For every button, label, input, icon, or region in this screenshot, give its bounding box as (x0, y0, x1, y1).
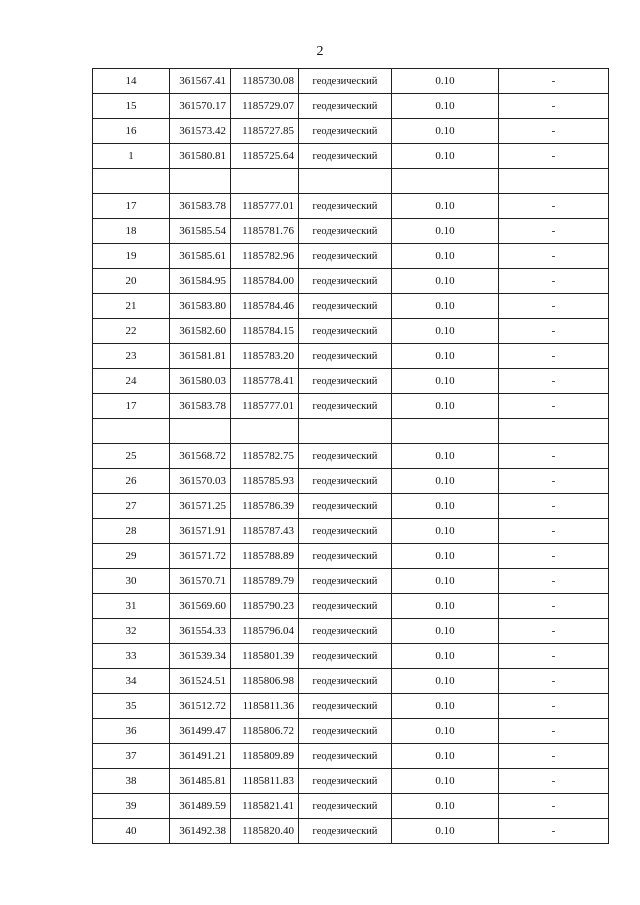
method-cell: геодезический (299, 219, 392, 244)
table-row (93, 369, 609, 394)
method-cell: геодезический (299, 469, 392, 494)
y-coordinate-cell: 1185821.41 (231, 794, 299, 819)
y-coordinate-cell: 1185789.79 (231, 569, 299, 594)
table-row (93, 94, 609, 119)
accuracy-cell: 0.10 (392, 94, 499, 119)
accuracy-cell: 0.10 (392, 119, 499, 144)
accuracy-cell: 0.10 (392, 144, 499, 169)
table-row (93, 444, 609, 469)
x-coordinate-cell: 361584.95 (170, 269, 231, 294)
x-coordinate-cell: 361524.51 (170, 669, 231, 694)
x-coordinate-cell: 361499.47 (170, 719, 231, 744)
accuracy-cell: 0.10 (392, 794, 499, 819)
table-row (93, 469, 609, 494)
table-row (93, 394, 609, 419)
x-coordinate-cell: 361580.81 (170, 144, 231, 169)
note-cell: - (499, 469, 609, 494)
x-coordinate-cell: 361492.38 (170, 819, 231, 844)
point-number-cell: 17 (93, 194, 170, 219)
method-cell: геодезический (299, 294, 392, 319)
x-coordinate-cell: 361573.42 (170, 119, 231, 144)
accuracy-cell: 0.10 (392, 594, 499, 619)
point-number-cell: 24 (93, 369, 170, 394)
table-row (93, 494, 609, 519)
x-coordinate-cell: 361485.81 (170, 769, 231, 794)
table-row (93, 69, 609, 94)
note-cell: - (499, 744, 609, 769)
accuracy-cell: 0.10 (392, 644, 499, 669)
method-cell: геодезический (299, 669, 392, 694)
y-coordinate-cell: 1185806.98 (231, 669, 299, 694)
note-cell: - (499, 444, 609, 469)
accuracy-cell: 0.10 (392, 344, 499, 369)
accuracy-cell: 0.10 (392, 394, 499, 419)
accuracy-cell (392, 419, 499, 444)
table-row (93, 669, 609, 694)
x-coordinate-cell: 361570.03 (170, 469, 231, 494)
y-coordinate-cell: 1185783.20 (231, 344, 299, 369)
method-cell: геодезический (299, 794, 392, 819)
accuracy-cell: 0.10 (392, 694, 499, 719)
note-cell: - (499, 194, 609, 219)
table-row (93, 544, 609, 569)
note-cell: - (499, 519, 609, 544)
accuracy-cell: 0.10 (392, 444, 499, 469)
y-coordinate-cell: 1185790.23 (231, 594, 299, 619)
y-coordinate-cell: 1185725.64 (231, 144, 299, 169)
method-cell: геодезический (299, 94, 392, 119)
table-row (93, 319, 609, 344)
note-cell: - (499, 244, 609, 269)
accuracy-cell: 0.10 (392, 269, 499, 294)
method-cell: геодезический (299, 194, 392, 219)
accuracy-cell: 0.10 (392, 369, 499, 394)
method-cell: геодезический (299, 519, 392, 544)
point-number-cell: 25 (93, 444, 170, 469)
x-coordinate-cell: 361570.17 (170, 94, 231, 119)
point-number-cell: 37 (93, 744, 170, 769)
y-coordinate-cell: 1185784.46 (231, 294, 299, 319)
x-coordinate-cell: 361568.72 (170, 444, 231, 469)
method-cell: геодезический (299, 569, 392, 594)
x-coordinate-cell: 361570.71 (170, 569, 231, 594)
method-cell: геодезический (299, 744, 392, 769)
table-row (93, 294, 609, 319)
note-cell: - (499, 319, 609, 344)
x-coordinate-cell: 361583.80 (170, 294, 231, 319)
table-row (93, 594, 609, 619)
table-row (93, 344, 609, 369)
x-coordinate-cell: 361569.60 (170, 594, 231, 619)
point-number-cell: 16 (93, 119, 170, 144)
x-coordinate-cell: 361583.78 (170, 394, 231, 419)
x-coordinate-cell: 361580.03 (170, 369, 231, 394)
accuracy-cell: 0.10 (392, 719, 499, 744)
table-row (93, 244, 609, 269)
x-coordinate-cell: 361539.34 (170, 644, 231, 669)
method-cell: геодезический (299, 144, 392, 169)
accuracy-cell: 0.10 (392, 294, 499, 319)
y-coordinate-cell: 1185729.07 (231, 94, 299, 119)
note-cell: - (499, 119, 609, 144)
x-coordinate-cell: 361571.72 (170, 544, 231, 569)
method-cell: геодезический (299, 644, 392, 669)
accuracy-cell: 0.10 (392, 619, 499, 644)
accuracy-cell: 0.10 (392, 219, 499, 244)
method-cell: геодезический (299, 694, 392, 719)
accuracy-cell: 0.10 (392, 494, 499, 519)
point-number-cell: 29 (93, 544, 170, 569)
x-coordinate-cell: 361571.25 (170, 494, 231, 519)
table-row (93, 744, 609, 769)
accuracy-cell: 0.10 (392, 244, 499, 269)
y-coordinate-cell: 1185809.89 (231, 744, 299, 769)
method-cell: геодезический (299, 719, 392, 744)
y-coordinate-cell: 1185777.01 (231, 194, 299, 219)
method-cell: геодезический (299, 69, 392, 94)
method-cell: геодезический (299, 269, 392, 294)
method-cell: геодезический (299, 494, 392, 519)
note-cell: - (499, 294, 609, 319)
accuracy-cell: 0.10 (392, 69, 499, 94)
accuracy-cell: 0.10 (392, 569, 499, 594)
point-number-cell: 27 (93, 494, 170, 519)
point-number-cell: 22 (93, 319, 170, 344)
x-coordinate-cell: 361571.91 (170, 519, 231, 544)
accuracy-cell: 0.10 (392, 319, 499, 344)
y-coordinate-cell: 1185781.76 (231, 219, 299, 244)
method-cell: геодезический (299, 544, 392, 569)
y-coordinate-cell: 1185811.83 (231, 769, 299, 794)
table-row (93, 169, 609, 194)
accuracy-cell: 0.10 (392, 669, 499, 694)
point-number-cell: 26 (93, 469, 170, 494)
table-row (93, 269, 609, 294)
note-cell: - (499, 144, 609, 169)
page-number: 2 (316, 44, 324, 59)
y-coordinate-cell (231, 419, 299, 444)
y-coordinate-cell: 1185730.08 (231, 69, 299, 94)
note-cell: - (499, 269, 609, 294)
table-row (93, 144, 609, 169)
method-cell: геодезический (299, 619, 392, 644)
y-coordinate-cell: 1185787.43 (231, 519, 299, 544)
x-coordinate-cell: 361582.60 (170, 319, 231, 344)
accuracy-cell (392, 169, 499, 194)
x-coordinate-cell: 361583.78 (170, 194, 231, 219)
point-number-cell: 30 (93, 569, 170, 594)
y-coordinate-cell: 1185784.00 (231, 269, 299, 294)
table-row (93, 569, 609, 594)
note-cell: - (499, 719, 609, 744)
method-cell: геодезический (299, 444, 392, 469)
y-coordinate-cell: 1185788.89 (231, 544, 299, 569)
table-row (93, 419, 609, 444)
x-coordinate-cell: 361585.54 (170, 219, 231, 244)
y-coordinate-cell: 1185801.39 (231, 644, 299, 669)
point-number-cell: 31 (93, 594, 170, 619)
accuracy-cell: 0.10 (392, 744, 499, 769)
table-row (93, 194, 609, 219)
accuracy-cell: 0.10 (392, 769, 499, 794)
method-cell (299, 169, 392, 194)
note-cell: - (499, 619, 609, 644)
point-number-cell: 20 (93, 269, 170, 294)
y-coordinate-cell: 1185796.04 (231, 619, 299, 644)
point-number-cell: 23 (93, 344, 170, 369)
table-row (93, 219, 609, 244)
point-number-cell: 38 (93, 769, 170, 794)
y-coordinate-cell: 1185727.85 (231, 119, 299, 144)
table-row (93, 794, 609, 819)
x-coordinate-cell: 361491.21 (170, 744, 231, 769)
note-cell: - (499, 544, 609, 569)
y-coordinate-cell: 1185784.15 (231, 319, 299, 344)
note-cell: - (499, 219, 609, 244)
point-number-cell: 14 (93, 69, 170, 94)
note-cell: - (499, 344, 609, 369)
point-number-cell (93, 419, 170, 444)
accuracy-cell: 0.10 (392, 194, 499, 219)
note-cell: - (499, 69, 609, 94)
point-number-cell: 35 (93, 694, 170, 719)
x-coordinate-cell: 361567.41 (170, 69, 231, 94)
coordinates-table-body (93, 69, 609, 844)
x-coordinate-cell: 361581.81 (170, 344, 231, 369)
point-number-cell: 40 (93, 819, 170, 844)
method-cell: геодезический (299, 369, 392, 394)
method-cell: геодезический (299, 394, 392, 419)
note-cell: - (499, 569, 609, 594)
accuracy-cell: 0.10 (392, 544, 499, 569)
note-cell: - (499, 394, 609, 419)
note-cell (499, 419, 609, 444)
x-coordinate-cell: 361585.61 (170, 244, 231, 269)
point-number-cell: 39 (93, 794, 170, 819)
note-cell: - (499, 819, 609, 844)
y-coordinate-cell: 1185782.75 (231, 444, 299, 469)
point-number-cell: 17 (93, 394, 170, 419)
method-cell: геодезический (299, 769, 392, 794)
y-coordinate-cell: 1185785.93 (231, 469, 299, 494)
note-cell: - (499, 794, 609, 819)
method-cell: геодезический (299, 594, 392, 619)
point-number-cell: 33 (93, 644, 170, 669)
y-coordinate-cell: 1185778.41 (231, 369, 299, 394)
x-coordinate-cell (170, 419, 231, 444)
y-coordinate-cell: 1185777.01 (231, 394, 299, 419)
method-cell: геодезический (299, 344, 392, 369)
table-row (93, 119, 609, 144)
table-row (93, 619, 609, 644)
x-coordinate-cell (170, 169, 231, 194)
x-coordinate-cell: 361554.33 (170, 619, 231, 644)
method-cell: геодезический (299, 319, 392, 344)
y-coordinate-cell: 1185786.39 (231, 494, 299, 519)
method-cell: геодезический (299, 244, 392, 269)
table-row (93, 644, 609, 669)
point-number-cell: 18 (93, 219, 170, 244)
coordinates-table (92, 68, 609, 844)
method-cell: геодезический (299, 119, 392, 144)
table-row (93, 519, 609, 544)
y-coordinate-cell: 1185820.40 (231, 819, 299, 844)
note-cell: - (499, 369, 609, 394)
table-row (93, 819, 609, 844)
note-cell: - (499, 694, 609, 719)
point-number-cell: 36 (93, 719, 170, 744)
method-cell (299, 419, 392, 444)
point-number-cell: 28 (93, 519, 170, 544)
point-number-cell: 19 (93, 244, 170, 269)
point-number-cell (93, 169, 170, 194)
note-cell: - (499, 94, 609, 119)
note-cell: - (499, 494, 609, 519)
point-number-cell: 1 (93, 144, 170, 169)
note-cell: - (499, 644, 609, 669)
point-number-cell: 34 (93, 669, 170, 694)
note-cell: - (499, 669, 609, 694)
note-cell (499, 169, 609, 194)
method-cell: геодезический (299, 819, 392, 844)
x-coordinate-cell: 361512.72 (170, 694, 231, 719)
table-row (93, 694, 609, 719)
y-coordinate-cell (231, 169, 299, 194)
note-cell: - (499, 769, 609, 794)
accuracy-cell: 0.10 (392, 519, 499, 544)
x-coordinate-cell: 361489.59 (170, 794, 231, 819)
y-coordinate-cell: 1185806.72 (231, 719, 299, 744)
point-number-cell: 21 (93, 294, 170, 319)
y-coordinate-cell: 1185811.36 (231, 694, 299, 719)
table-row (93, 719, 609, 744)
point-number-cell: 32 (93, 619, 170, 644)
point-number-cell: 15 (93, 94, 170, 119)
accuracy-cell: 0.10 (392, 819, 499, 844)
note-cell: - (499, 594, 609, 619)
y-coordinate-cell: 1185782.96 (231, 244, 299, 269)
accuracy-cell: 0.10 (392, 469, 499, 494)
table-row (93, 769, 609, 794)
